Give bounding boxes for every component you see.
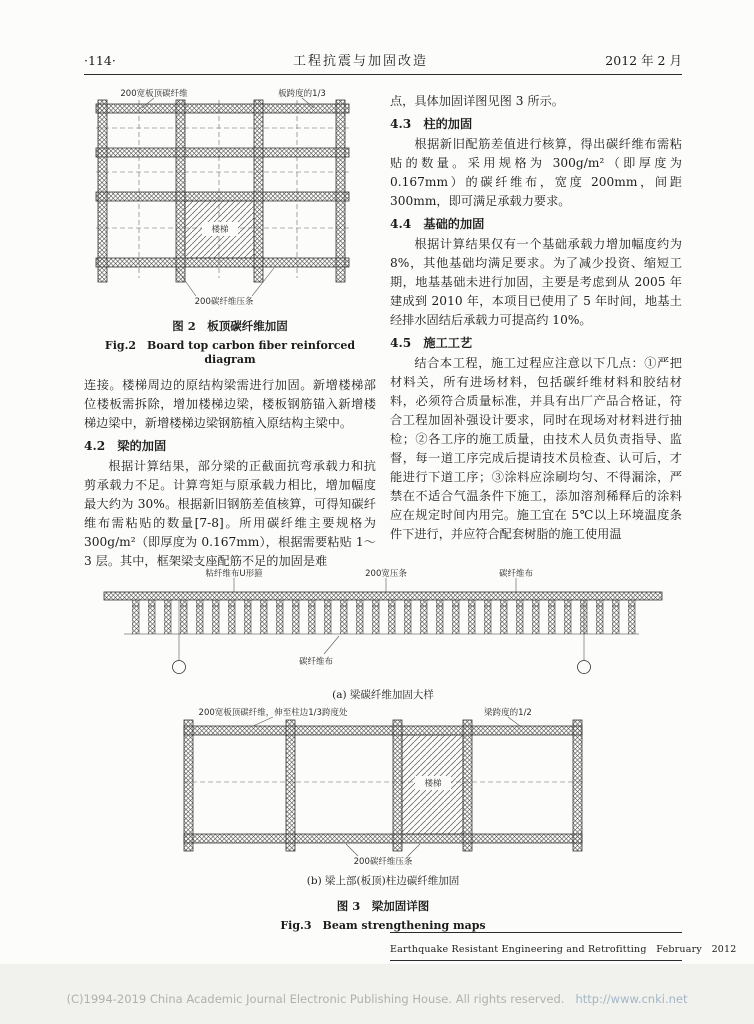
paragraph-continuation: 点，具体加固详图见图 3 所示。 bbox=[390, 94, 564, 108]
paragraph-4-2: 根据计算结果，部分梁的正截面抗弯承载力和抗剪承载力不足。计算弯矩与原承载力相比，增加幅度最大约为 30%。根据新旧钢筋差值核算，可得知碳纤维布需粘贴的数量[7-8]。所用碳纤维主要规格为 300g/m²（即厚度为 0.167mm），根据需要粘贴 1～3 层。其中，框架梁支座配筋不足的加固是难 bbox=[84, 459, 376, 568]
fig3b-label-top-right: 梁跨度的1/2 bbox=[484, 708, 532, 718]
page-header bbox=[84, 50, 682, 69]
fig3b-label-top-left: 200宽板顶碳纤维，伸至柱边1/3跨度处 bbox=[198, 708, 348, 718]
figure-2 bbox=[84, 88, 376, 366]
fig3a-label-cfrp-top: 碳纤维布 bbox=[498, 569, 534, 579]
paragraph-continuation: 连接。楼梯周边的原结构梁需进行加固。新增楼梯部位楼板需拆除，增加楼梯边梁，楼板钢筋锚入新增楼梯边梁中，新增楼梯边梁钢筋植入原结构主梁中。 bbox=[84, 378, 376, 430]
figure-2-diagram bbox=[84, 88, 376, 310]
issue-date: 2012 年 2 月 bbox=[605, 53, 682, 68]
journal-name-english: Earthquake Resistant Engineering and Retrofitting February 2012 bbox=[390, 944, 737, 955]
fig3a-label-uhoop: 粘纤维布U形箍 bbox=[205, 569, 263, 579]
right-column bbox=[390, 92, 682, 544]
page-number: ·114· bbox=[84, 53, 116, 68]
journal-footer-line bbox=[390, 932, 737, 961]
fig2-caption-en: Fig.2 Board top carbon fiber reinforced diagram bbox=[104, 339, 356, 366]
cnki-url-link[interactable]: http://www.cnki.net bbox=[575, 992, 688, 1006]
fig2-caption-cn: 图 2 板顶碳纤维加固 bbox=[172, 319, 288, 333]
section-heading-4-2: 4.2 梁的加固 bbox=[84, 439, 167, 453]
paragraph-4-4: 根据计算结果仅有一个基础承载力增加幅度约为 8%，其他基础均满足要求。为了减少投资、缩短工期，地基基础未进行加固，主要是考虑到从 2005 年建成到 2010 年，本项目已使用了 5 年时间，地基土经排水固结后承载力可提高约 10%。 bbox=[390, 237, 682, 327]
fig3b-label-center: 楼梯 bbox=[424, 779, 442, 789]
header-rule bbox=[84, 74, 682, 75]
copyright-line bbox=[0, 992, 754, 1006]
fig3b-label-bottom: 200碳纤维压条 bbox=[353, 857, 413, 867]
figure-3b bbox=[168, 706, 598, 888]
journal-title: 工程抗震与加固改造 bbox=[293, 54, 429, 69]
section-heading-4-4: 4.4 基础的加固 bbox=[390, 217, 485, 231]
fig3a-label-strip: 200宽压条 bbox=[365, 569, 407, 579]
fig3b-subcaption: (b) 梁上部(板顶)柱边碳纤维加固 bbox=[306, 875, 460, 887]
section-heading-4-3: 4.3 柱的加固 bbox=[390, 117, 473, 131]
fig3a-label-cfrp-bottom: 碳纤维布 bbox=[298, 657, 334, 667]
fig2-label-top-left: 200宽板顶碳纤维 bbox=[120, 89, 188, 99]
section-heading-4-5: 4.5 施工工艺 bbox=[390, 336, 473, 350]
paragraph-4-3: 根据新旧配筋差值进行核算，得出碳纤维布需粘贴的数量。采用规格为 300g/m²（即厚度为 0.167mm）的碳纤维布，宽度 200mm，间距 300mm，即可满足承载力要求。 bbox=[390, 137, 682, 208]
fig2-label-center: 楼梯 bbox=[211, 225, 229, 235]
copyright-text: (C)1994-2019 China Academic Journal Electronic Publishing House. All rights reserved. bbox=[66, 992, 576, 1006]
fig2-label-top-right: 板跨度的1/3 bbox=[278, 89, 326, 99]
fig2-label-bottom: 200碳纤维压条 bbox=[194, 297, 254, 307]
paragraph-4-5: 结合本工程，施工过程应注意以下几点：①严把材料关，所有进场材料，包括碳纤维材料和胶结材料，必须符合质量标准，并具有出厂产品合格证，符合工程加固补强设计要求，同时在现场对材料进行抽检；②各工序的施工质量，由技术人员负责指导、监督，每一道工序完成后提请技术员检查、认可后，才能进行下道工序；③涂料应涂刷均匀、不得漏涂，严禁在不适合气温条件下施工，添加溶剂稀释后的涂料应在规定时间内用完。施工宜在 5℃以上环境温度条件下进行，并应符合配套树脂的施工使用温 bbox=[390, 356, 682, 541]
figure-3 bbox=[84, 566, 682, 933]
fig3-caption-en: Fig.3 Beam strengthening maps bbox=[280, 919, 486, 932]
figure-3b-diagram bbox=[168, 706, 598, 868]
figure-3a-diagram bbox=[84, 566, 682, 682]
fig3a-subcaption: (a) 梁碳纤维加固大样 bbox=[332, 689, 434, 701]
left-column bbox=[84, 88, 376, 571]
fig3-caption-cn: 图 3 梁加固详图 bbox=[336, 899, 430, 913]
